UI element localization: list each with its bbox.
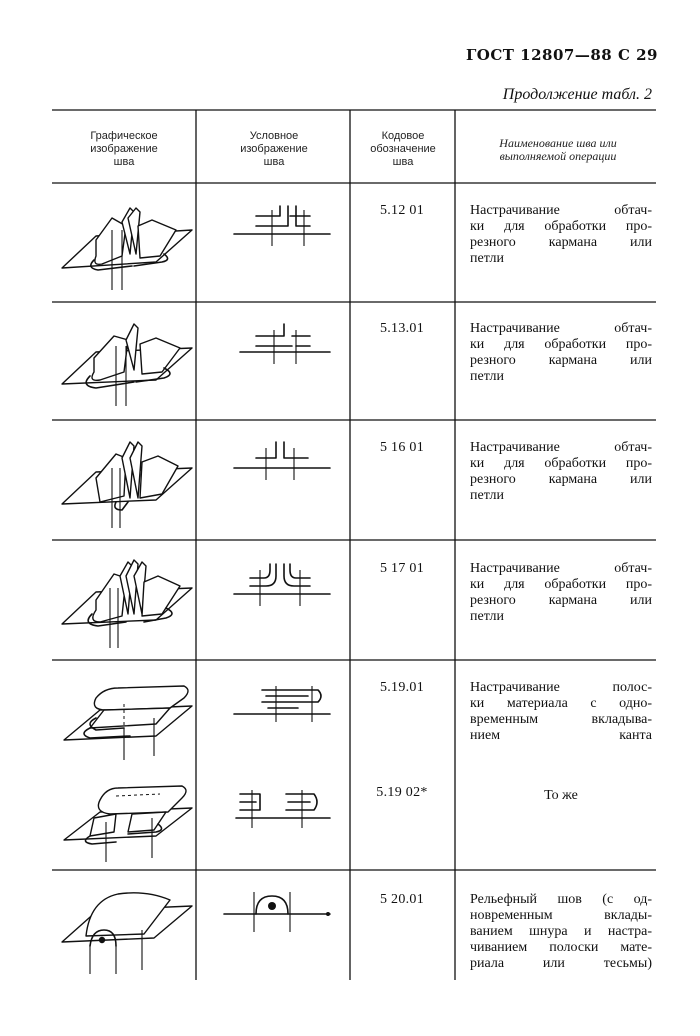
row-name-5-19-01: Настрачивание полос- ки материала с одно- временным вкладыва- нием канта xyxy=(470,680,652,743)
row-name-5-19-02: То же xyxy=(544,788,578,803)
row-name-5-12: Настрачивание обтач- ки для обработки про- резного кармана или петли xyxy=(470,203,652,266)
seam-5-19-02-symbol xyxy=(226,786,336,832)
seam-5-13-graphic xyxy=(56,310,196,415)
seam-5-20-graphic xyxy=(56,880,196,976)
seam-5-17-symbol xyxy=(226,556,336,616)
seam-5-13-symbol xyxy=(226,316,336,372)
seam-5-12-symbol xyxy=(226,196,336,256)
seam-5-16-symbol xyxy=(226,436,336,486)
seam-5-19-01-graphic xyxy=(60,674,196,770)
seam-5-19-02-graphic xyxy=(60,778,196,870)
row-code-5-17: 5 17 01 xyxy=(379,561,425,576)
row-code-5-20: 5 20.01 xyxy=(379,892,425,907)
row-code-5-16: 5 16 01 xyxy=(379,440,425,455)
row-name-5-17: Настрачивание обтач- ки для обработки про- резного кармана или петли xyxy=(470,561,652,624)
row-code-5-19-02: 5.19 02* xyxy=(376,785,428,800)
column-header-code: Кодовое обозначение шва xyxy=(370,130,436,168)
seam-5-20-symbol xyxy=(220,888,336,936)
row-code-5-12: 5.12 01 xyxy=(379,203,425,218)
table-continuation-label: Продолжение табл. 2 xyxy=(502,86,652,103)
row-name-5-16: Настрачивание обтач- ки для обработки про- резного кармана или петли xyxy=(470,440,652,503)
page-header-doc-ref: ГОСТ 12807—88 С 29 xyxy=(465,46,658,64)
column-header-graphic: Графическое изображение шва xyxy=(90,130,158,168)
column-header-symbol: Условное изображение шва xyxy=(240,130,308,168)
row-name-5-13: Настрачивание обтач- ки для обработки про- резного кармана или петли xyxy=(470,321,652,384)
row-code-5-13: 5.13.01 xyxy=(379,321,425,336)
seam-5-19-01-symbol xyxy=(226,680,336,726)
seam-5-17-graphic xyxy=(56,548,196,656)
seam-5-12-graphic xyxy=(56,190,196,300)
row-code-5-19-01: 5.19.01 xyxy=(379,680,425,695)
column-header-name: Наименование шва или выполняемой операции xyxy=(499,136,617,163)
seam-5-16-graphic xyxy=(56,428,196,536)
row-name-5-20: Рельефный шов (с од- новременным вклады- ванием шнура и настра- чиванием полоски мате- риала или тесьмы) xyxy=(470,892,652,971)
